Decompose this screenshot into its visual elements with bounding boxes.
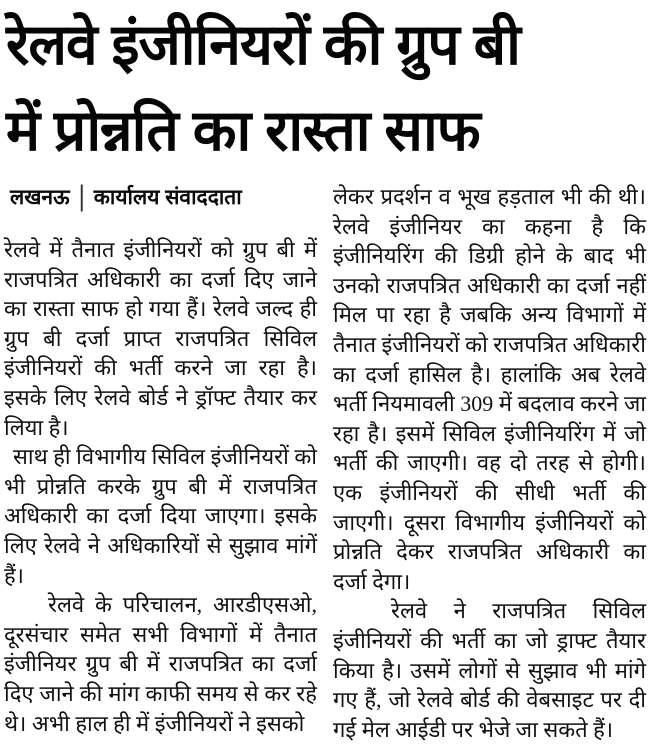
byline-location: लखनऊ (10, 186, 70, 209)
byline-author: कार्यालय संवाददाता (93, 186, 242, 209)
headline-line-1: रेलवे इंजीनियरों की ग्रुप बी (6, 13, 520, 77)
paragraph: साथ ही विभागीय सिविल इंजीनियरों को भी प्रोन्नति करके ग्रुप बी में राजपत्रित अधिकारी का दर्जा दिया जाएगा। इसके लिए रेलवे ने अधिकारियों से सुझाव मांगें हैं। (4, 444, 317, 588)
byline (10, 182, 317, 212)
article-body (4, 180, 646, 744)
paragraph: रेलवे ने राजपत्रित सिविल इंजीनियरों की भर्ती का जो ड्राफ्ट तैयार किया है। उसमें लोगों से सुझाव भी मांगे गए हैं, जो रेलवे बोर्ड की वेबसाइट पर दी गई मेल आईडी पर भेजे जा सकते हैं। (333, 598, 646, 742)
byline-separator: | (78, 180, 85, 213)
headline-line-2: में प्रोन्नति का रास्ता साफ (6, 99, 480, 163)
article-column-right (333, 180, 646, 744)
article-column-left (4, 180, 317, 744)
article-headline (6, 2, 646, 174)
left-column-text (4, 235, 317, 738)
right-column-text (333, 182, 646, 744)
paragraph: लेकर प्रदर्शन व भूख हड़ताल भी की थी। रेलवे इंजीनियर का कहना है कि इंजीनियरिंग की डिग्री होने के बाद भी उनको राजपत्रित अधिकारी का दर्जा नहीं मिल पा रहा है जबकि अन्य विभागों में तैनात इंजीनियरों को राजपत्रित अधिकारी का दर्जा हासिल है। हालांकि अब रेलवे भर्ती नियमावली 309 में बदलाव करने जा रहा है। इसमें सिविल इंजीनियरिंग में जो भर्ती की जाएगी। वह दो तरह से होगी। एक इंजीनियरों की सीधी भर्ती की जाएगी। दूसरा विभागीय इंजीनियरों को प्रोन्नति देकर राजपत्रित अधिकारी का दर्जा देगा। (333, 184, 646, 594)
paragraph: रेलवे के परिचालन, आरडीएसओ, दूरसंचार समेत सभी विभागों में तैनात इंजीनियर ग्रुप बी में राजपत्रित का दर्जा दिए जाने की मांग काफी समय से कर रहे थे। अभी हाल ही में इंजीनियरों ने इसको (4, 592, 317, 736)
paragraph: रेलवे में तैनात इंजीनियरों को ग्रुप बी में राजपत्रित अधिकारी का दर्जा दिए जाने का रास्ता साफ हो गया हैं। रेलवे जल्द ही ग्रुप बी दर्जा प्राप्त राजपत्रित सिविल इंजीनियरों की भर्ती करने जा रहा है। इसके लिए रेलवे बोर्ड ने ड्रॉफ्ट तैयार कर लिया है। (4, 237, 317, 440)
